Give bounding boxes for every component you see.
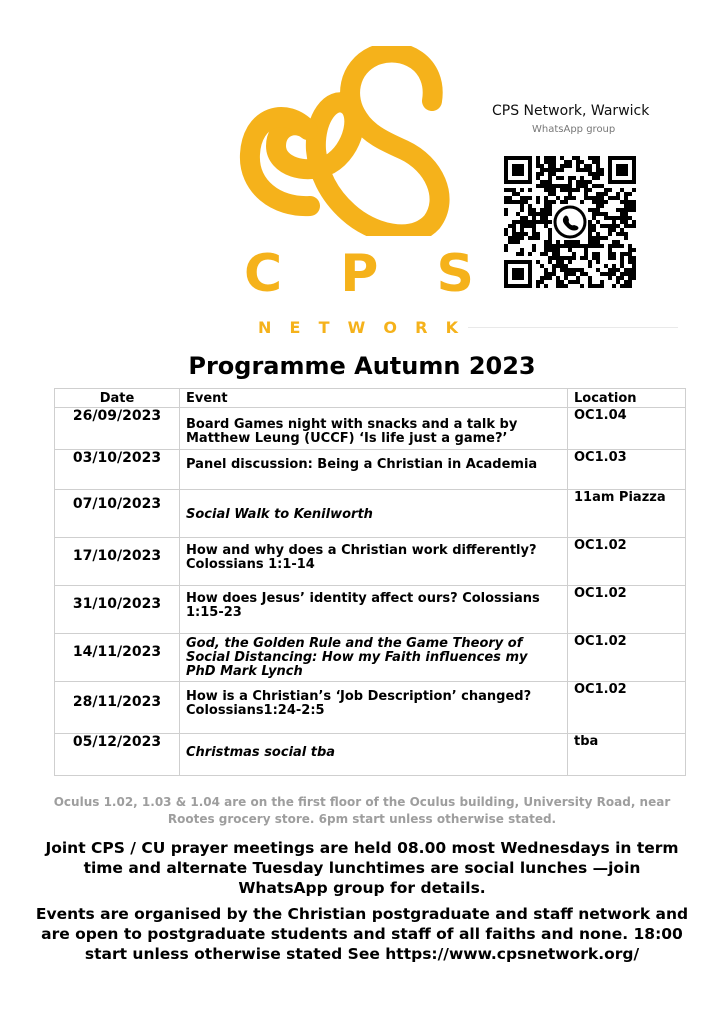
event-text: Social Walk to Kenilworth [186,507,373,522]
divider [468,327,678,328]
table-row [55,682,686,734]
network-letter: W [347,318,366,337]
row-event [180,682,568,734]
row-location: OC1.04 [568,408,686,450]
table-row [55,734,686,776]
row-date: 07/10/2023 [55,490,180,538]
qr-finder-pattern [608,156,636,184]
logo-letter: P [340,244,379,304]
row-location: 11am Piazza [568,490,686,538]
qr-subtitle: WhatsApp group [532,124,616,135]
venue-note: Oculus 1.02, 1.03 & 1.04 are on the first floor of the Oculus building, University Road, near Rootes grocery store. 6pm start unless otherwise stated. [53,795,671,826]
row-date: 14/11/2023 [55,634,180,682]
row-event [180,490,568,538]
network-letter: N [258,318,272,337]
table-row [55,408,686,450]
header-event: Event [180,389,568,408]
network-letter: K [445,318,458,337]
row-date: 17/10/2023 [55,538,180,586]
event-text: God, the Golden Rule and the Game Theory of Social Distancing: How my Faith influences my PhD Mark Lynch [186,636,528,679]
row-date: 03/10/2023 [55,450,180,490]
header-date: Date [55,389,180,408]
event-text: Board Games night with snacks and a talk by Matthew Leung (UCCF) ‘Is life just a game?’ [186,417,518,446]
logo-letter: S [436,244,474,304]
event-text: Panel discussion: Being a Christian in Academia [186,457,538,472]
qr-title: CPS Network, Warwick [492,103,650,119]
network-letter: R [415,318,428,337]
row-location: OC1.02 [568,538,686,586]
header-location: Location [568,389,686,408]
row-date: 31/10/2023 [55,586,180,634]
prayer-meetings-text: Joint CPS / CU prayer meetings are held 08.00 most Wednesdays in term time and alternate Tuesday lunchtimes are social lunches —join WhatsApp group for details. [45,839,679,897]
qr-finder-pattern [504,260,532,288]
table-row [55,450,686,490]
row-location: OC1.03 [568,450,686,490]
about-text: Events are organised by the Christian postgraduate and staff network and are open to postgraduate students and staff of all faiths and none. 18:00 start unless otherwise stated See https://www.cpsnetwork.org/ [35,905,689,963]
logo-letter: C [244,244,283,304]
row-event [180,408,568,450]
event-text: How does Jesus’ identity affect ours? Colossians 1:15-23 [186,591,540,620]
table-row [55,586,686,634]
programme-table [54,388,686,776]
network-letter: T [318,318,330,337]
whatsapp-icon [555,207,585,237]
logo-wordmark [244,244,474,304]
table-header-row [55,389,686,408]
qr-finder-pattern [504,156,532,184]
table-row [55,634,686,682]
row-location: OC1.02 [568,586,686,634]
whatsapp-qr-code[interactable] [504,156,636,288]
event-text: How and why does a Christian work differently? Colossians 1:1-14 [186,543,537,572]
row-event [180,586,568,634]
logo-network-word [258,318,458,337]
event-text: Christmas social tba [186,745,336,760]
row-location: OC1.02 [568,634,686,682]
row-event [180,538,568,586]
table-row [55,538,686,586]
row-date: 26/09/2023 [55,408,180,450]
table-row [55,490,686,538]
row-date: 05/12/2023 [55,734,180,776]
row-event [180,634,568,682]
network-letter: O [383,318,398,337]
network-letter: E [289,318,301,337]
row-location: OC1.02 [568,682,686,734]
row-date: 28/11/2023 [55,682,180,734]
row-event [180,450,568,490]
row-location: tba [568,734,686,776]
row-event [180,734,568,776]
event-text: How is a Christian’s ‘Job Description’ changed? Colossians1:24-2:5 [186,689,532,718]
page-title: Programme Autumn 2023 [188,352,536,380]
cps-logo-mark [236,46,476,236]
